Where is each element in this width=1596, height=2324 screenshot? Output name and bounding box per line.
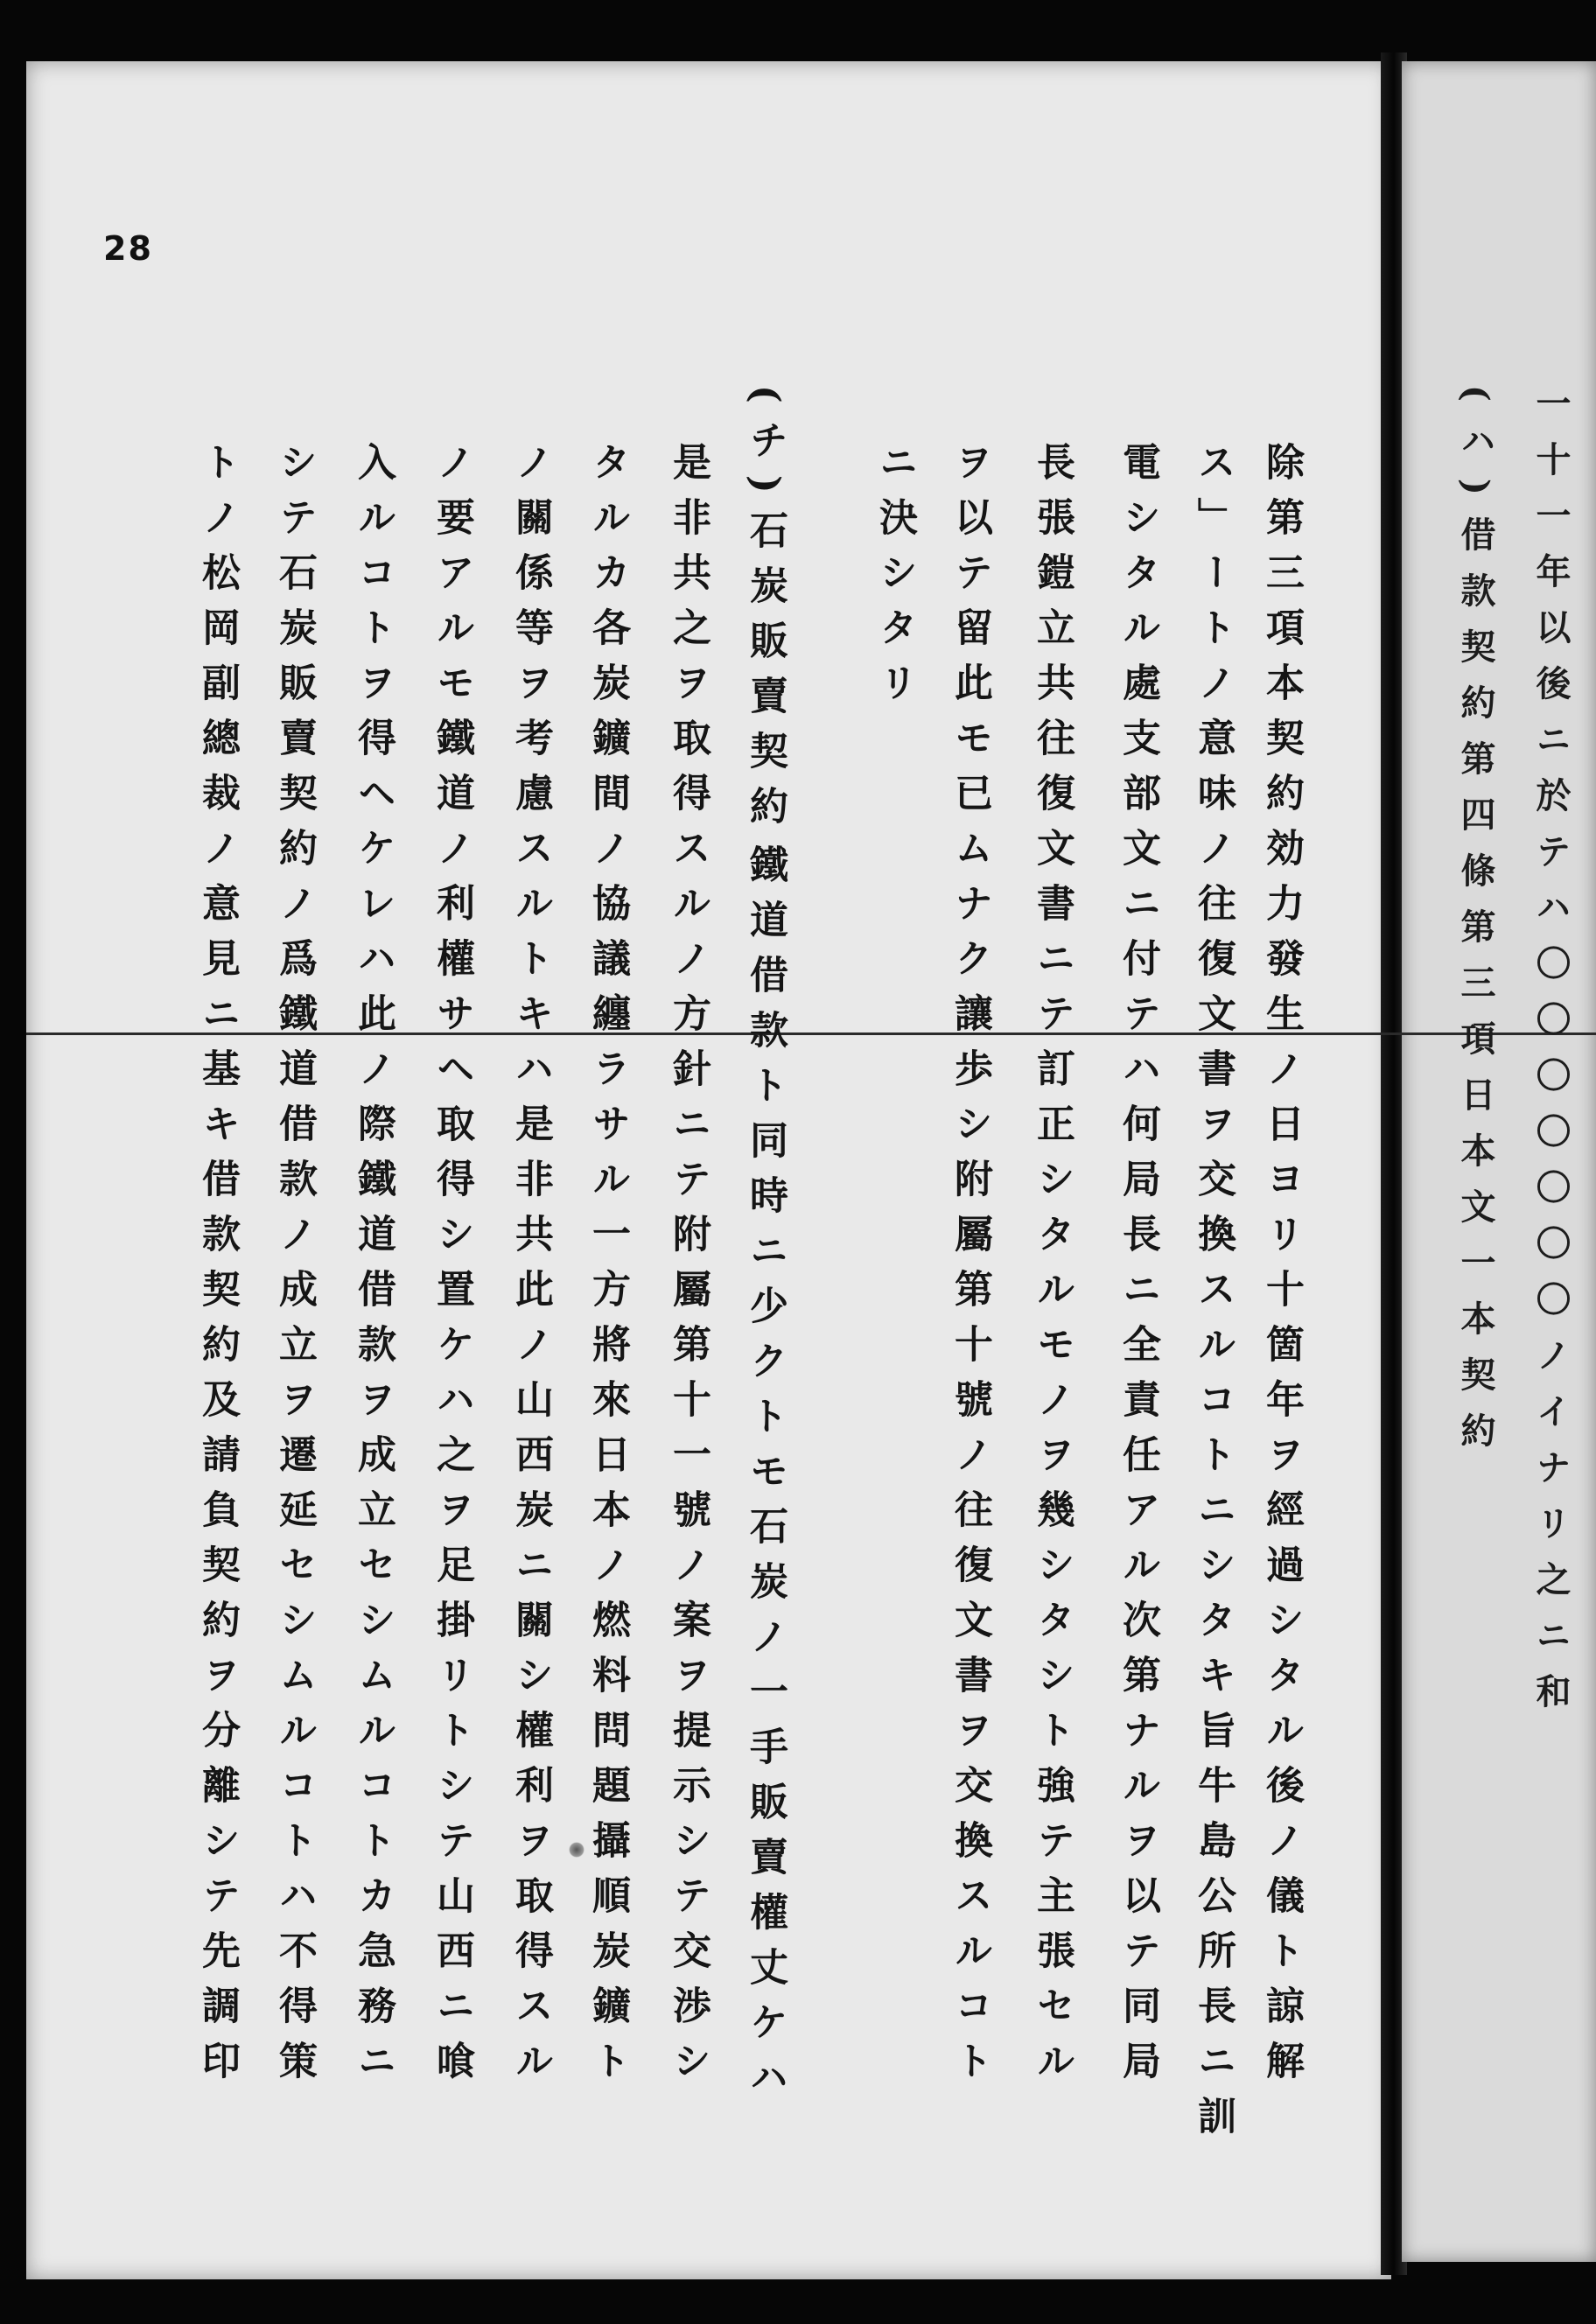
facing-column-1: (ハ)借款契約第四條第三項日本文一本契約 <box>1455 385 1496 1468</box>
text-column-6: ニ決シタリ <box>872 442 917 718</box>
text-column-3: 電シタル處支部文ニ付テハ何局長ニ全責任アル次第ナルヲ以テ同局 <box>1116 442 1160 2096</box>
ink-smudge <box>569 1842 584 1858</box>
text-column-10: ノ關係等ヲ考慮スルトキハ是非共此ノ山西炭ニ關シ權利ヲ取得スル <box>508 442 553 2096</box>
section-heading-note: 鐵道借款ト同時ニ少クトモ石炭ノ一手販賣權丈ケハ <box>743 844 788 2112</box>
text-column-1: 除第三項本契約効力發生ノ日ヨリ十箇年ヲ經過シタル後ノ儀ト諒解 <box>1259 442 1304 2096</box>
text-column-9: タルカ各炭鑛間ノ協議纏ラサル一方將來日本ノ燃料問題攝順炭鑛ト <box>585 442 630 2096</box>
text-column-5: ヲ以テ留此モ已ムナク讓歩シ附屬第十號ノ往復文書ヲ交換スルコト <box>948 442 992 2096</box>
text-column-4: 長張鎧立共往復文書ニテ訂正シタルモノヲ幾シタシト強テ主張セル <box>1030 442 1074 2096</box>
text-column-8: 是非共之ヲ取得スルノ方針ニテ附屬第十一號ノ案ヲ提示シテ交渉シ <box>666 442 710 2096</box>
text-column-12: 入ルコトヲ得ヘケレハ此ノ際鐵道借款ヲ成立セシムルコトカ急務ニ <box>351 442 396 2096</box>
page-number: 28 <box>103 229 153 268</box>
facing-column-2: 一十一年以後ニ於テハ〇〇〇〇〇〇〇ノイナリ之ニ和 <box>1530 385 1572 1729</box>
text-column-2: ス」ートノ意味ノ往復文書ヲ交換スルコトニシタキ旨牛島公所長ニ訓 <box>1191 442 1236 2151</box>
section-heading: (チ)石炭販賣契約 <box>743 385 788 841</box>
text-column-11: ノ要アルモ鐵道ノ利權サヘ取得シ置ケハ之ヲ足掛リトシテ山西ニ喰 <box>430 442 474 2096</box>
text-column-14: トノ松岡副總裁ノ意見ニ基キ借款契約及請負契約ヲ分離シテ先調印 <box>195 442 240 2096</box>
text-column-13: シテ石炭販賣契約ノ爲鐵道借款ノ成立ヲ遷延セシムルコトハ不得策 <box>272 442 317 2096</box>
fold-line <box>26 1032 1596 1035</box>
